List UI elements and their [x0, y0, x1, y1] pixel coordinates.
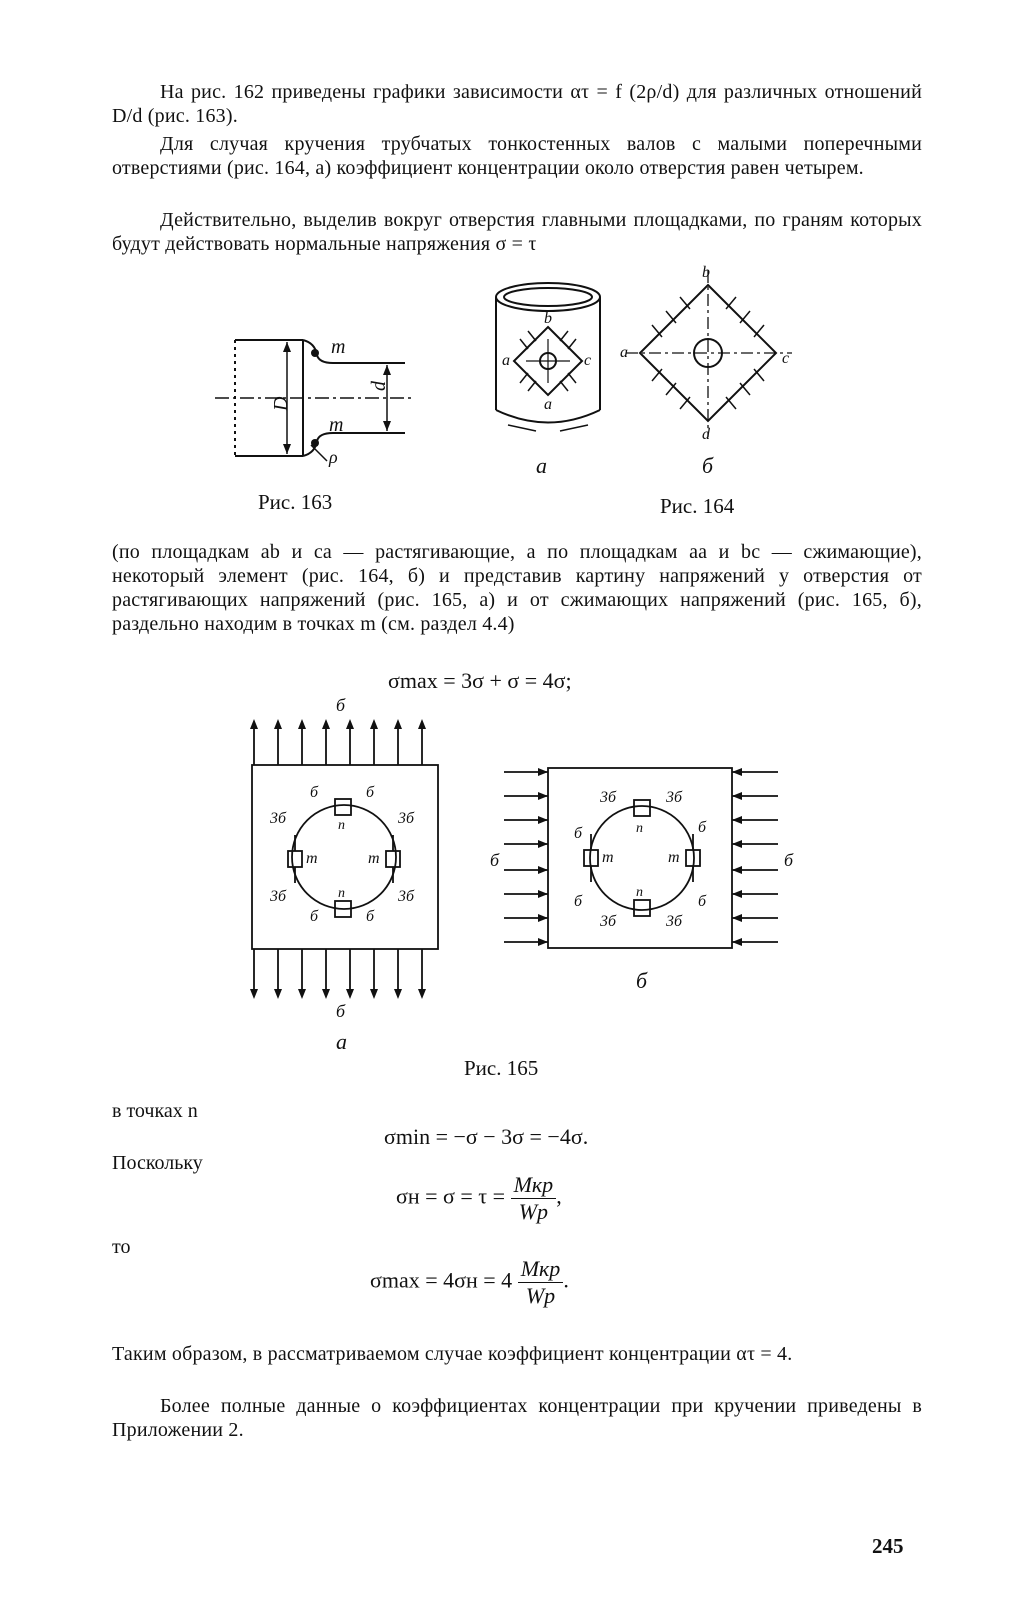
fig165b-n-top: n	[636, 821, 643, 836]
fig165b-3sigma-1: 3б	[600, 789, 617, 806]
paragraph-2: Для случая кручения трубчатых тонкостенных валов с малыми поперечными отверстиями (рис. 164, а) коэффициент концентрации около отверстия равен четырем.	[112, 133, 922, 179]
fig165b-3sigma-4: 3б	[666, 913, 683, 930]
fig165b-left-sigma: б	[490, 850, 500, 870]
fig165b-n-bottom: n	[636, 885, 643, 900]
label-then: то	[112, 1236, 131, 1258]
paragraph-5: Таким образом, в рассматриваемом случае коэффициент концентрации ατ = 4.	[112, 1343, 793, 1365]
figure-165b	[484, 760, 814, 1000]
fraction-denominator: Wp	[518, 1199, 549, 1224]
label-rho: ρ	[329, 447, 338, 467]
fig165b-3sigma-3: 3б	[600, 913, 617, 930]
label-m-bottom: m	[329, 414, 344, 436]
fig165b-m-left: m	[602, 849, 614, 866]
formula-sigma-n-left: σн = σ = τ =	[396, 1183, 506, 1209]
point-m-top	[311, 349, 319, 357]
label-m-top: m	[331, 336, 346, 358]
figure-163	[215, 325, 415, 465]
fig164a-label-b: b	[544, 310, 552, 327]
formula-sigma-n: σн = σ = τ = $\frac{\text{Mкр}}{Wp}$ ,	[396, 1172, 562, 1224]
fig164a-label-a-left: a	[502, 352, 510, 369]
point-m-bottom	[311, 439, 319, 447]
fig165a-sigma-4: б	[366, 908, 375, 925]
caption-fig163: Рис. 163	[258, 490, 333, 514]
fig165a-sigma-3: б	[310, 908, 319, 925]
fig165a-n-top: n	[338, 818, 345, 833]
fig165a-m-right: m	[368, 850, 380, 867]
fig165a-3sigma-4: 3б	[398, 888, 415, 905]
fraction-numerator: Mкр	[511, 1172, 557, 1199]
fraction-numerator-2: Mкр	[518, 1256, 564, 1283]
fig165a-sigma-2: б	[366, 784, 375, 801]
figure-165a	[240, 695, 450, 1055]
fig164b-label-b: b	[702, 264, 710, 281]
label-since: Поскольку	[112, 1152, 203, 1174]
figure-164b	[616, 264, 806, 478]
caption-fig164: Рис. 164	[660, 494, 735, 518]
fig165a-3sigma-3: 3б	[270, 888, 287, 905]
caption-fig165: Рис. 165	[464, 1056, 539, 1080]
fig165a-m-left: m	[306, 850, 318, 867]
fig164b-sublabel: б	[702, 453, 714, 478]
fig165b-sigma-2: б	[698, 819, 707, 836]
fig165a-n-bottom: n	[338, 886, 345, 901]
fig165b-right-sigma: б	[784, 850, 794, 870]
formula-sigma-max-2-left: σmax = 4σн = 4	[370, 1267, 513, 1293]
paragraph-4: (по площадкам ab и ca — растягивающие, а по площадкам aa и bc — сжимающие), некоторый элемент (рис. 164, б) и представив картину напряжений у отверстия от растягивающих напряжений (рис. 165, а) и от сжимающих напряжений (рис. 165, б), раздельно находим в точках m (см. раздел 4.4)	[112, 541, 922, 635]
fig165b-sigma-3: б	[574, 893, 583, 910]
paragraph-1: На рис. 162 приведены графики зависимости ατ = f (2ρ/d) для различных отношений D/d (рис. 163).	[112, 81, 922, 127]
formula-sigma-max: σmax = 3σ + σ = 4σ;	[388, 668, 572, 693]
figure-164a	[488, 275, 618, 478]
fig165a-sublabel: a	[336, 1029, 347, 1054]
fig165b-sigma-1: б	[574, 825, 583, 842]
formula-sigma-min: σmin = −σ − 3σ = −4σ.	[384, 1124, 589, 1149]
fig164a-label-a-bottom: a	[544, 396, 552, 413]
fig164b-label-a: a	[620, 344, 628, 361]
paragraph-6: Более полные данные о коэффициентах концентрации при кручении приведены в Приложении 2.	[112, 1395, 922, 1441]
formula-sigma-max-2: σmax = 4σн = 4 $\frac{\text{Mкр}}{Wp}$ .	[370, 1256, 569, 1308]
label-in-points-n: в точках n	[112, 1100, 198, 1122]
fig165b-sigma-4: б	[698, 893, 707, 910]
fig165a-bottom-sigma: б	[336, 1001, 346, 1021]
fig165a-3sigma-1: 3б	[270, 810, 287, 827]
fig165a-top-sigma: б	[336, 695, 346, 715]
fig164a-sublabel: a	[536, 453, 547, 478]
fraction-mkr-wp	[511, 1172, 557, 1225]
page-number: 245	[872, 1534, 904, 1558]
fig165b-m-right: m	[668, 849, 680, 866]
label-D: D	[270, 396, 292, 411]
fig165a-sigma-1: б	[310, 784, 319, 801]
fig164a-label-c: c	[584, 352, 592, 369]
fig164b-label-d: d	[702, 426, 710, 443]
label-d: d	[368, 381, 390, 391]
fig165b-sublabel: б	[636, 968, 648, 993]
fig165a-3sigma-2: 3б	[398, 810, 415, 827]
fraction-denominator-2: Wp	[525, 1283, 556, 1308]
fig164b-label-c: c	[782, 350, 790, 367]
fraction-mkr-wp-2	[518, 1256, 564, 1309]
paragraph-3: Действительно, выделив вокруг отверстия главными площадками, по граням которых будут действовать нормальные напряжения σ = τ	[112, 209, 922, 255]
fig165b-3sigma-2: 3б	[666, 789, 683, 806]
